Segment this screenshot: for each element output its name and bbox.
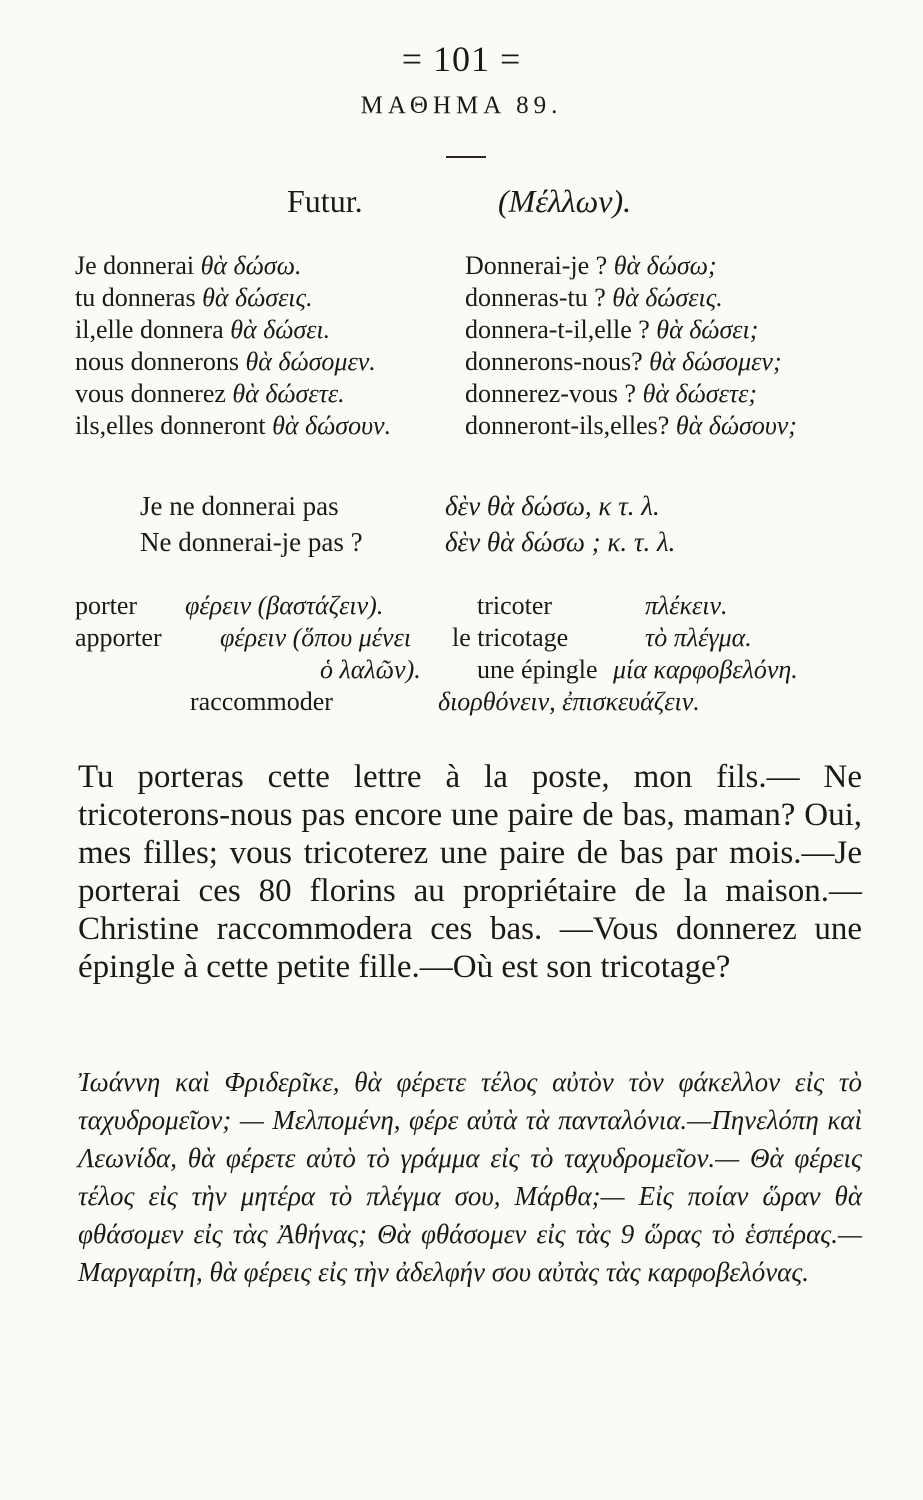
conj-question-french: donnera-t-il,elle ?: [465, 315, 650, 344]
conj-greek: θὰ δώσεις.: [202, 283, 313, 312]
conj-french: tu donneras: [75, 283, 196, 312]
conj-question-greek: θὰ δώσει;: [656, 315, 759, 344]
negation-greek: δὲν θὰ δώσω ; κ. τ. λ.: [445, 527, 676, 557]
vocab-greek: διορθόνειν, ἐπισκευάζειν.: [438, 687, 700, 716]
exercise-greek: Ἰωάννη καὶ Φριδερῖκε, θὰ φέρετε τέλος αὐτὸν τὸν φάκελλον εἰς τὸ ταχυδρομεῖον; — Μελπομένη, φέρε αὐτὰ τὰ πανταλόνια.—Πηνελόπη καὶ Λεωνίδα, θὰ φέρετε αὐτὸ τὸ γράμμα εἰς τὸ ταχυδρομεῖον.— Θὰ φέρεις τέλος εἰς τὴν μητέρα τὸ πλέγμα σου, Μάρθα;— Εἰς ποίαν ὥραν θὰ φθάσομεν εἰς τὰς Ἀθήνας; Θὰ φθάσομεν εἰς τὰς 9 ὥρας τὸ ἑσπέρας.—Μαργαρίτη, θὰ φέρεις εἰς τὴν ἀδελφήν σου αὐτὰς τὰς καρφοβελόνας.: [78, 1067, 862, 1287]
conj-question-greek: θὰ δώσομεν;: [649, 347, 782, 376]
vocab-french: tricoter: [477, 591, 553, 620]
conj-greek: θὰ δώσομεν.: [245, 347, 376, 376]
vocab-french: le tricotage: [452, 623, 569, 652]
conj-french: ils,elles donneront: [75, 411, 266, 440]
vocab-greek: ὁ λαλῶν).: [320, 655, 421, 684]
negation-block: [140, 488, 675, 560]
conj-question-greek: θὰ δώσεις.: [612, 283, 723, 312]
conj-greek: θὰ δώσει.: [230, 315, 331, 344]
conj-question-greek: θὰ δώσετε;: [642, 379, 758, 408]
conj-question-french: Donnerai-je ?: [465, 251, 608, 280]
conjugation-row: [75, 410, 865, 442]
exercise-french: Tu porteras cette lettre à la poste, mon fils.— Ne tricoterons-nous pas encore une paire de bas, maman? Oui, mes filles; vous tricoterez une paire de bas par mois.—Je porterai ces 80 florins au propriétaire de la maison.—Christine raccommodera ces bas. —Vous donnerez une épingle à cette petite fille.—Où est son tricotage?: [78, 759, 862, 985]
vocab-greek: τὸ πλέγμα.: [645, 623, 752, 652]
vocab-row: [75, 622, 875, 654]
conj-french: il,elle donnera: [75, 315, 224, 344]
vocab-french: apporter: [75, 623, 162, 652]
conjugation-row: [75, 314, 865, 346]
vocab-greek: φέρειν (βαστάζειν).: [185, 591, 384, 620]
vocab-row: [75, 686, 875, 718]
conj-greek: θὰ δώσετε.: [232, 379, 345, 408]
negation-row: [140, 524, 675, 560]
conjugation-table: [75, 250, 865, 442]
conjugation-row: [75, 282, 865, 314]
conj-french: vous donnerez: [75, 379, 226, 408]
negation-row: [140, 488, 675, 524]
negation-greek: δὲν θὰ δώσω, κ τ. λ.: [445, 491, 660, 521]
tense-french: Futur.: [287, 183, 363, 219]
conjugation-row: [75, 346, 865, 378]
negation-french: Ne donnerai-je pas ?: [140, 527, 363, 557]
conj-french: Je donnerai: [75, 251, 195, 280]
vocab-row: [75, 654, 875, 686]
conj-question-greek: θὰ δώσουν;: [675, 411, 797, 440]
vocab-greek: μία καρφοβελόνη.: [613, 655, 798, 684]
conj-french: nous donnerons: [75, 347, 239, 376]
vocab-greek: φέρειν (ὅπου μένει: [220, 623, 412, 652]
vocab-row: [75, 590, 875, 622]
divider: [446, 156, 486, 158]
conjugation-row: [75, 378, 865, 410]
negation-french: Je ne donnerai pas: [140, 491, 339, 521]
conj-greek: θὰ δώσουν.: [272, 411, 392, 440]
conj-question-french: donnerons-nous?: [465, 347, 643, 376]
vocab-french: raccommoder: [190, 687, 333, 716]
tense-greek: (Μέλλων).: [498, 183, 632, 219]
conj-greek: θὰ δώσω.: [200, 251, 302, 280]
page-number: = 101 =: [401, 39, 522, 79]
vocab-french: une épingle: [477, 655, 598, 684]
conjugation-row: [75, 250, 865, 282]
vocab-french: porter: [75, 591, 138, 620]
conj-question-french: donneront-ils,elles?: [465, 411, 670, 440]
conj-question-greek: θὰ δώσω;: [613, 251, 717, 280]
conj-question-french: donnerez-vous ?: [465, 379, 637, 408]
conj-question-french: donneras-tu ?: [465, 283, 606, 312]
vocab-greek: πλέκειν.: [645, 591, 728, 620]
vocabulary-block: [75, 590, 875, 718]
lesson-title: ΜΑΘΗΜΑ 89.: [360, 92, 563, 119]
